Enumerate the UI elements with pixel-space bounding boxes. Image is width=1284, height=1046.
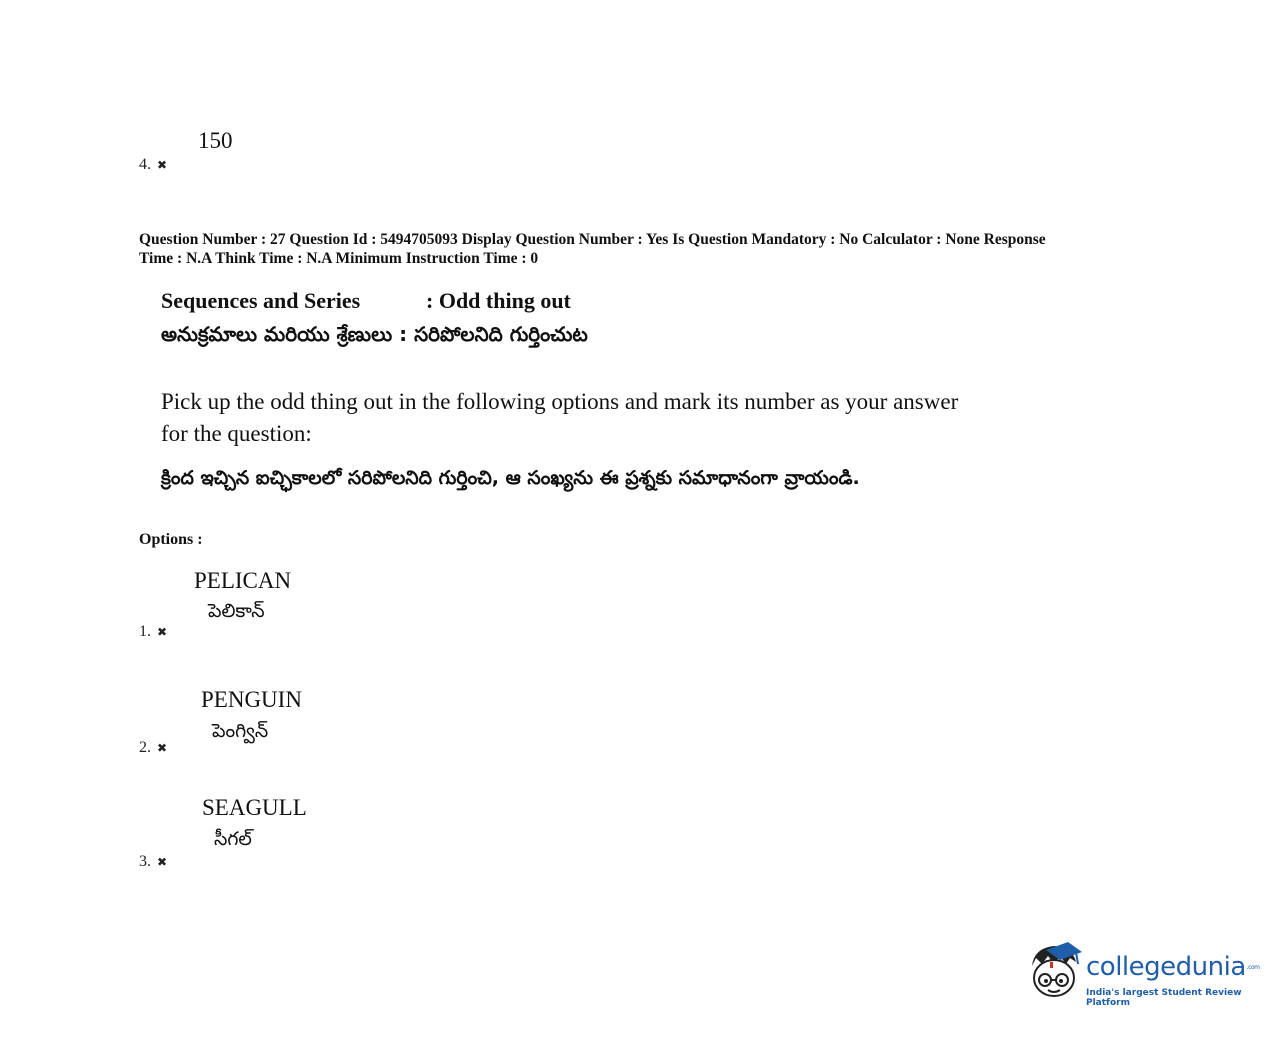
logo-tagline: India's largest Student Review Platform — [1086, 988, 1242, 1008]
topic-english-right: : Odd thing out — [426, 288, 571, 313]
previous-option-label — [139, 156, 167, 174]
option-2-label[interactable] — [139, 739, 167, 757]
option-2-english: PENGUIN — [201, 687, 302, 712]
instruction-english-line-2: for the question: — [161, 421, 312, 446]
instruction-telugu: క్రింద ఇచ్చిన ఐచ్ఛికాలలో సరిపోలనిది గుర్తించి, ఆ సంఖ్యను ఈ ప్రశ్నకు సమాధానంగా వ్రాయండి. — [161, 467, 860, 489]
option-1-telugu: పెలికాన్ — [208, 600, 265, 622]
question-meta-line-2: Time : N.A Think Time : N.A Minimum Instruction Time : 0 — [139, 250, 539, 267]
cross-mark-icon: ✖ — [157, 625, 168, 639]
option-number: 4. — [139, 156, 151, 173]
option-1-english: PELICAN — [194, 568, 292, 593]
collegedunia-logo[interactable] — [1024, 940, 1264, 1010]
option-3-telugu: సీగల్ — [214, 828, 252, 850]
option-2-telugu: పెంగ్విన్ — [212, 720, 269, 742]
option-1-label[interactable] — [139, 623, 167, 641]
option-3-english: SEAGULL — [202, 795, 307, 820]
logo-name-text: collegedunia — [1086, 952, 1246, 982]
option-number: 1. — [139, 623, 151, 640]
mascot-icon — [1024, 940, 1084, 1010]
question-meta-line-1: Question Number : 27 Question Id : 5494705093 Display Question Number : Yes Is Question Mandatory : No Calculator : None Response — [139, 231, 1046, 248]
option-3-label[interactable] — [139, 853, 167, 871]
options-label: Options : — [139, 531, 203, 548]
topic-telugu: అనుక్రమాలు మరియు శ్రేణులు : సరిపోలనిది గుర్తించుట — [161, 322, 588, 346]
instruction-english-line-1: Pick up the odd thing out in the following options and mark its number as your answer — [161, 389, 959, 414]
cross-mark-icon: ✖ — [157, 855, 168, 869]
cross-mark-icon: ✖ — [157, 158, 168, 172]
previous-option-value: 150 — [198, 128, 233, 153]
cross-mark-icon: ✖ — [157, 741, 168, 755]
option-number: 2. — [139, 739, 151, 756]
logo-suffix: .com — [1246, 964, 1260, 971]
topic-english-left: Sequences and Series — [161, 288, 361, 313]
option-number: 3. — [139, 853, 151, 870]
logo-name — [1086, 952, 1260, 982]
